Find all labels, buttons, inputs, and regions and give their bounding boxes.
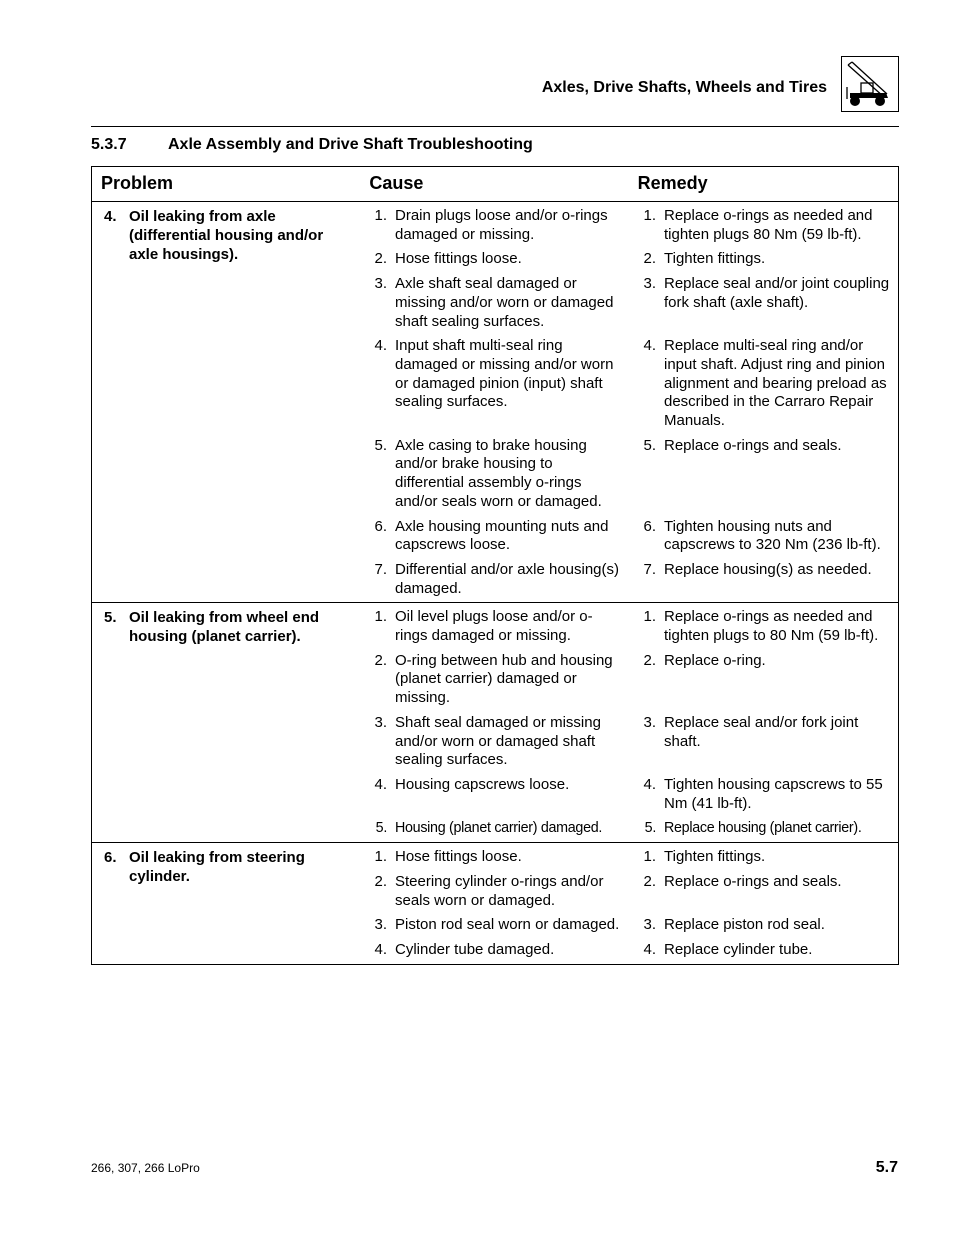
cause-remedy-row <box>359 873 898 910</box>
cause-number: 3. <box>374 713 387 731</box>
cause-number: 7. <box>374 560 387 578</box>
cause-number: 5. <box>374 436 387 454</box>
remedy-number: 3. <box>643 713 656 731</box>
remedy-text: Replace cylinder tube. <box>664 940 813 958</box>
remedy-number: 3. <box>643 916 656 934</box>
troubleshooting-table <box>91 166 899 965</box>
remedy-number: 2. <box>643 250 656 268</box>
remedy-text: Tighten housing nuts and capscrews to 320 Nm (236 lb-ft). <box>664 517 881 554</box>
remedy-number: 1. <box>643 848 656 866</box>
cause-text: Steering cylinder o-rings and/or seals worn or damaged. <box>395 872 604 909</box>
problem-cell <box>92 202 359 602</box>
cause-remedy-row <box>359 250 898 269</box>
remedy-number: 7. <box>643 560 656 578</box>
problem-text: Oil leaking from wheel end housing (planet carrier). <box>129 609 320 646</box>
problem-number: 4. <box>104 208 117 225</box>
cause-remedy-row <box>359 207 898 244</box>
cause-remedy-row <box>359 437 898 512</box>
cause-remedy-row <box>359 518 898 555</box>
remedy-number: 1. <box>643 608 656 626</box>
remedy-number: 4. <box>643 775 656 793</box>
cause-remedy-row <box>359 275 898 331</box>
cause-number: 2. <box>374 651 387 669</box>
cause-text: Housing capscrews loose. <box>395 775 570 793</box>
cause-number: 2. <box>374 872 387 890</box>
cause-text: Input shaft multi-seal ring damaged or missing and/or worn or damaged pinion (input) shaft sealing surfaces. <box>395 337 614 411</box>
forklift-icon <box>841 56 899 112</box>
column-header-remedy: Remedy <box>637 173 708 193</box>
cause-text: Oil level plugs loose and/or o-rings damaged or missing. <box>395 608 593 645</box>
remedy-text: Replace o-rings as needed and tighten plugs 80 Nm (59 lb-ft). <box>664 207 873 243</box>
remedy-number: 2. <box>643 651 656 669</box>
remedy-number: 4. <box>643 940 656 958</box>
remedy-text: Replace housing(s) as needed. <box>664 560 872 578</box>
remedy-number: 6. <box>643 517 656 535</box>
cause-remedy-row <box>359 337 898 431</box>
table-header-row <box>92 167 898 202</box>
cause-number: 1. <box>374 608 387 626</box>
remedy-number: 3. <box>643 275 656 293</box>
problem-cell <box>92 843 359 964</box>
cause-remedy-row <box>359 916 898 935</box>
remedy-text: Replace piston rod seal. <box>664 916 825 934</box>
cause-text: Hose fittings loose. <box>395 848 522 866</box>
remedy-number: 2. <box>643 872 656 890</box>
cause-remedy-row <box>359 714 898 770</box>
header-title: Axles, Drive Shafts, Wheels and Tires <box>541 79 827 96</box>
problem-number: 6. <box>104 849 117 867</box>
problem-group <box>92 202 898 603</box>
problem-group <box>92 843 898 964</box>
remedy-text: Replace o-rings and seals. <box>664 872 842 890</box>
cause-number: 5. <box>375 820 387 837</box>
section-number: 5.3.7 <box>91 136 127 153</box>
cause-text: Cylinder tube damaged. <box>395 940 555 958</box>
cause-text: Hose fittings loose. <box>395 250 522 268</box>
cause-remedy-row <box>359 776 898 813</box>
cause-remedy-row <box>359 819 898 838</box>
cause-number: 6. <box>374 517 387 535</box>
remedy-text: Replace o-ring. <box>664 651 766 669</box>
remedy-number: 5. <box>643 436 656 454</box>
footer-models: 266, 307, 266 LoPro <box>91 1161 200 1175</box>
cause-text: Axle casing to brake housing and/or brake housing to differential assembly o-rings and/or seals worn or damaged. <box>395 436 602 510</box>
remedy-text: Replace seal and/or joint coupling fork shaft (axle shaft). <box>664 275 890 311</box>
remedy-number: 1. <box>643 207 656 224</box>
remedy-number: 5. <box>644 820 656 837</box>
cause-number: 3. <box>374 916 387 934</box>
problem-cell <box>92 603 359 842</box>
remedy-number: 4. <box>643 337 656 355</box>
remedy-text: Replace housing (planet carrier). <box>664 820 862 837</box>
problem-number: 5. <box>104 609 117 627</box>
cause-text: Piston rod seal worn or damaged. <box>395 916 620 934</box>
cause-text: O-ring between hub and housing (planet carrier) damaged or missing. <box>395 651 613 707</box>
section-title: Axle Assembly and Drive Shaft Troubleshooting <box>168 136 533 153</box>
header-rule <box>91 126 899 127</box>
remedy-text: Tighten fittings. <box>664 848 766 866</box>
cause-text: Shaft seal damaged or missing and/or worn or damaged shaft sealing surfaces. <box>395 713 601 769</box>
cause-number: 4. <box>374 775 387 793</box>
remedy-text: Replace seal and/or fork joint shaft. <box>664 713 859 750</box>
cause-text: Drain plugs loose and/or o-rings damaged or missing. <box>395 207 608 243</box>
problem-text: Oil leaking from axle (differential housing and/or axle housings). <box>129 208 324 263</box>
cause-number: 1. <box>374 207 387 224</box>
cause-remedy-row <box>359 561 898 598</box>
problem-group <box>92 603 898 843</box>
remedy-text: Tighten fittings. <box>664 250 766 268</box>
cause-text: Axle shaft seal damaged or missing and/or worn or damaged shaft sealing surfaces. <box>395 275 614 330</box>
cause-number: 4. <box>374 337 387 355</box>
remedy-text: Replace multi-seal ring and/or input shaft. Adjust ring and pinion alignment and bearing preload as described in the Carraro Repair Manuals. <box>664 337 887 430</box>
cause-text: Axle housing mounting nuts and capscrews loose. <box>395 517 609 554</box>
page-number: 5.7 <box>875 1159 898 1176</box>
column-header-problem: Problem <box>101 173 174 193</box>
remedy-text: Replace o-rings and seals. <box>664 436 842 454</box>
cause-remedy-row <box>359 848 898 867</box>
problem-text: Oil leaking from steering cylinder. <box>129 849 305 886</box>
column-header-cause: Cause <box>369 173 424 193</box>
cause-remedy-row <box>359 608 898 645</box>
cause-number: 4. <box>374 940 387 958</box>
cause-remedy-row <box>359 652 898 708</box>
cause-number: 3. <box>374 275 387 293</box>
cause-text: Differential and/or axle housing(s) damaged. <box>395 560 620 597</box>
cause-text: Housing (planet carrier) damaged. <box>395 820 603 837</box>
cause-remedy-row <box>359 941 898 960</box>
cause-number: 2. <box>374 250 387 268</box>
remedy-text: Replace o-rings as needed and tighten plugs to 80 Nm (59 lb-ft). <box>664 608 879 645</box>
remedy-text: Tighten housing capscrews to 55 Nm (41 lb-ft). <box>664 775 883 812</box>
cause-number: 1. <box>374 848 387 866</box>
